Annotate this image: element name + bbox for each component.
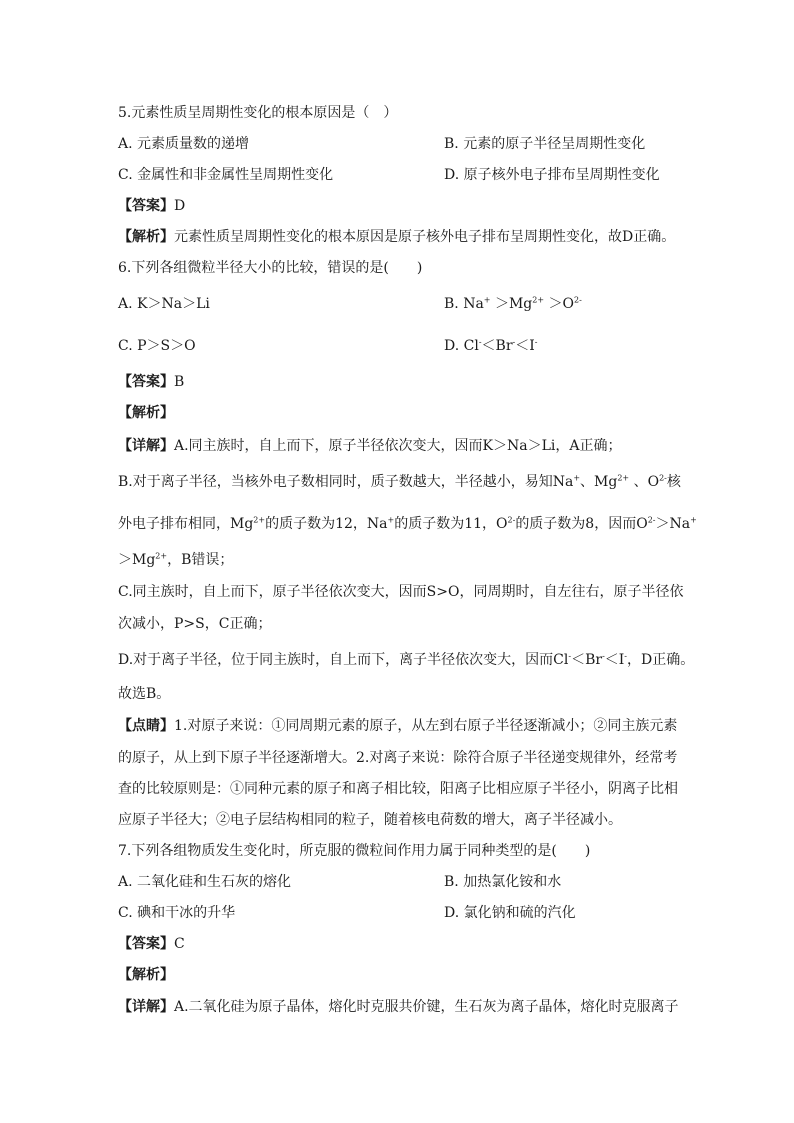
text-part: 、Mg [580,474,618,490]
superscript: 2+ [253,515,266,525]
q6-option-a: A. K＞Na＞Li [118,296,210,312]
question-5-text: 5.元素性质呈周期性变化的根本原因是（ ） [118,105,398,121]
superscript: - [624,651,627,661]
answer-label: 【答案】 [118,198,174,214]
question-6: 6.下列各组微粒半径大小的比较，错误的是( ) [118,260,423,276]
q6-option-d [444,336,537,356]
analysis-text: 元素性质呈周期性变化的根本原因是原子核外电子排布呈周期性变化，故D正确。 [174,229,676,245]
text-part: 的质子数为8，因而O [515,516,648,532]
superscript: - [512,337,516,347]
detail-label: 【详解】 [118,438,174,454]
q5-option-b: B. 元素的原子半径呈周期性变化 [444,136,646,152]
detail-text: A.二氧化硅为原子晶体，熔化时克服共价键，生石灰为离子晶体，熔化时克服离子 [174,999,679,1015]
q7-answer [118,934,185,954]
q5-option-a: A. 元素质量数的递增 [118,136,250,152]
q6-detail-a [118,436,622,456]
superscript: 2+ [532,295,545,305]
q6-tips-line4: 应原子半径大；②电子层结构相同的粒子，随着核电荷数的增大，离子半径减小。 [118,812,622,828]
superscript: + [573,473,581,483]
text-part: D. Cl [444,338,479,354]
q6-detail-c-line1: C.同主族时，自上而下，原子半径依次变大，因而S>O，同周期时，自左往右，原子半径依 [118,584,684,600]
q6-detail-d [118,650,694,670]
text-part: 的质子数为11，O [394,516,508,532]
detail-text: A.同主族时，自上而下，原子半径依次变大，因而K＞Na＞Li，A正确； [174,438,622,454]
text-part: ＜I [515,338,535,354]
superscript: + [483,295,491,305]
text-part: 、O [629,474,660,490]
text-part: B.对于离子半径，当核外电子数相同时，质子数越大，半径越小，易知Na [118,474,574,490]
text-part: D.对于离子半径，位于同主族时，自上而下，离子半径依次变大，因而Cl [118,652,569,668]
superscript: 2- [659,473,667,483]
q7-detail-a [118,997,679,1017]
text-part: 外电子排布相同，Mg [118,516,254,532]
q6-detail-c-line2: 次减小，P>S，C正确； [118,616,272,632]
text-part: 的质子数为12，Na [265,516,388,532]
text-part: ＜Br [571,652,603,668]
text-part: ＞Mg [118,552,156,568]
answer-value: B [174,374,185,390]
analysis-label: 【解析】 [118,229,174,245]
superscript: - [534,337,538,347]
text-part: B. Na [444,296,484,312]
question-7: 7.下列各组物质发生变化时，所克服的微粒间作用力属于同种类型的是( ) [118,843,591,859]
text-part: ＞Mg [490,296,533,312]
detail-label: 【详解】 [118,999,174,1015]
superscript: 2+ [155,551,168,561]
text-part: ＞O [544,296,574,312]
text-part: ＞Na [655,516,691,532]
answer-label: 【答案】 [118,374,174,390]
q6-detail-b-line2 [118,514,697,534]
text-part: 核 [666,474,681,490]
q7-analysis-label: 【解析】 [118,967,174,983]
q7-option-b: B. 加热氯化铵和水 [444,874,562,890]
superscript: + [387,515,395,525]
q6-answer [118,372,184,392]
superscript: - [602,651,605,661]
q6-tips-line3: 查的比较原则是：①同种元素的原子和离子相比较，阳离子比相应原子半径小，阴离子比相 [118,781,678,797]
text-part: ，D正确。 [627,652,695,668]
answer-value: C [174,936,185,952]
q6-tips-line1 [118,716,677,736]
superscript: + [690,515,697,525]
q5-answer [118,196,185,216]
superscript: - [478,337,482,347]
q6-detail-b-line1 [118,472,681,492]
tips-text: 1.对原子来说：①同周期元素的原子，从左到右原子半径逐渐减小；②同主族元素 [174,718,678,734]
q5-analysis [118,227,675,247]
superscript: - [568,651,572,661]
superscript: 2+ [617,473,630,483]
text-part: ＜Br [481,338,513,354]
q6-detail-b-line3 [118,550,233,570]
superscript: 2- [507,515,516,525]
answer-value: D [174,198,186,214]
q5-option-d: D. 原子核外电子排布呈周期性变化 [444,167,660,183]
q6-analysis-label: 【解析】 [118,405,174,421]
q6-option-b [444,294,582,314]
q7-option-a: A. 二氧化硅和生石灰的熔化 [118,874,292,890]
text-part: ，B错误； [167,552,234,568]
q7-option-c: C. 碘和干冰的升华 [118,905,236,921]
superscript: 2- [573,295,582,305]
q6-option-c: C. P＞S＞O [118,338,196,354]
q6-conclusion: 故选B。 [118,686,171,702]
superscript: 2- [647,515,656,525]
q7-option-d: D. 氯化钠和硫的汽化 [444,905,576,921]
q6-tips-line2: 的原子，从上到下原子半径逐渐增大。2.对离子来说：除符合原子半径递变规律外，经常考 [118,750,678,766]
answer-label: 【答案】 [118,936,174,952]
text-part: ＜I [604,652,625,668]
q5-option-c: C. 金属性和非金属性呈周期性变化 [118,167,334,183]
tips-label: 【点睛】 [118,718,174,734]
question-5 [118,103,397,123]
